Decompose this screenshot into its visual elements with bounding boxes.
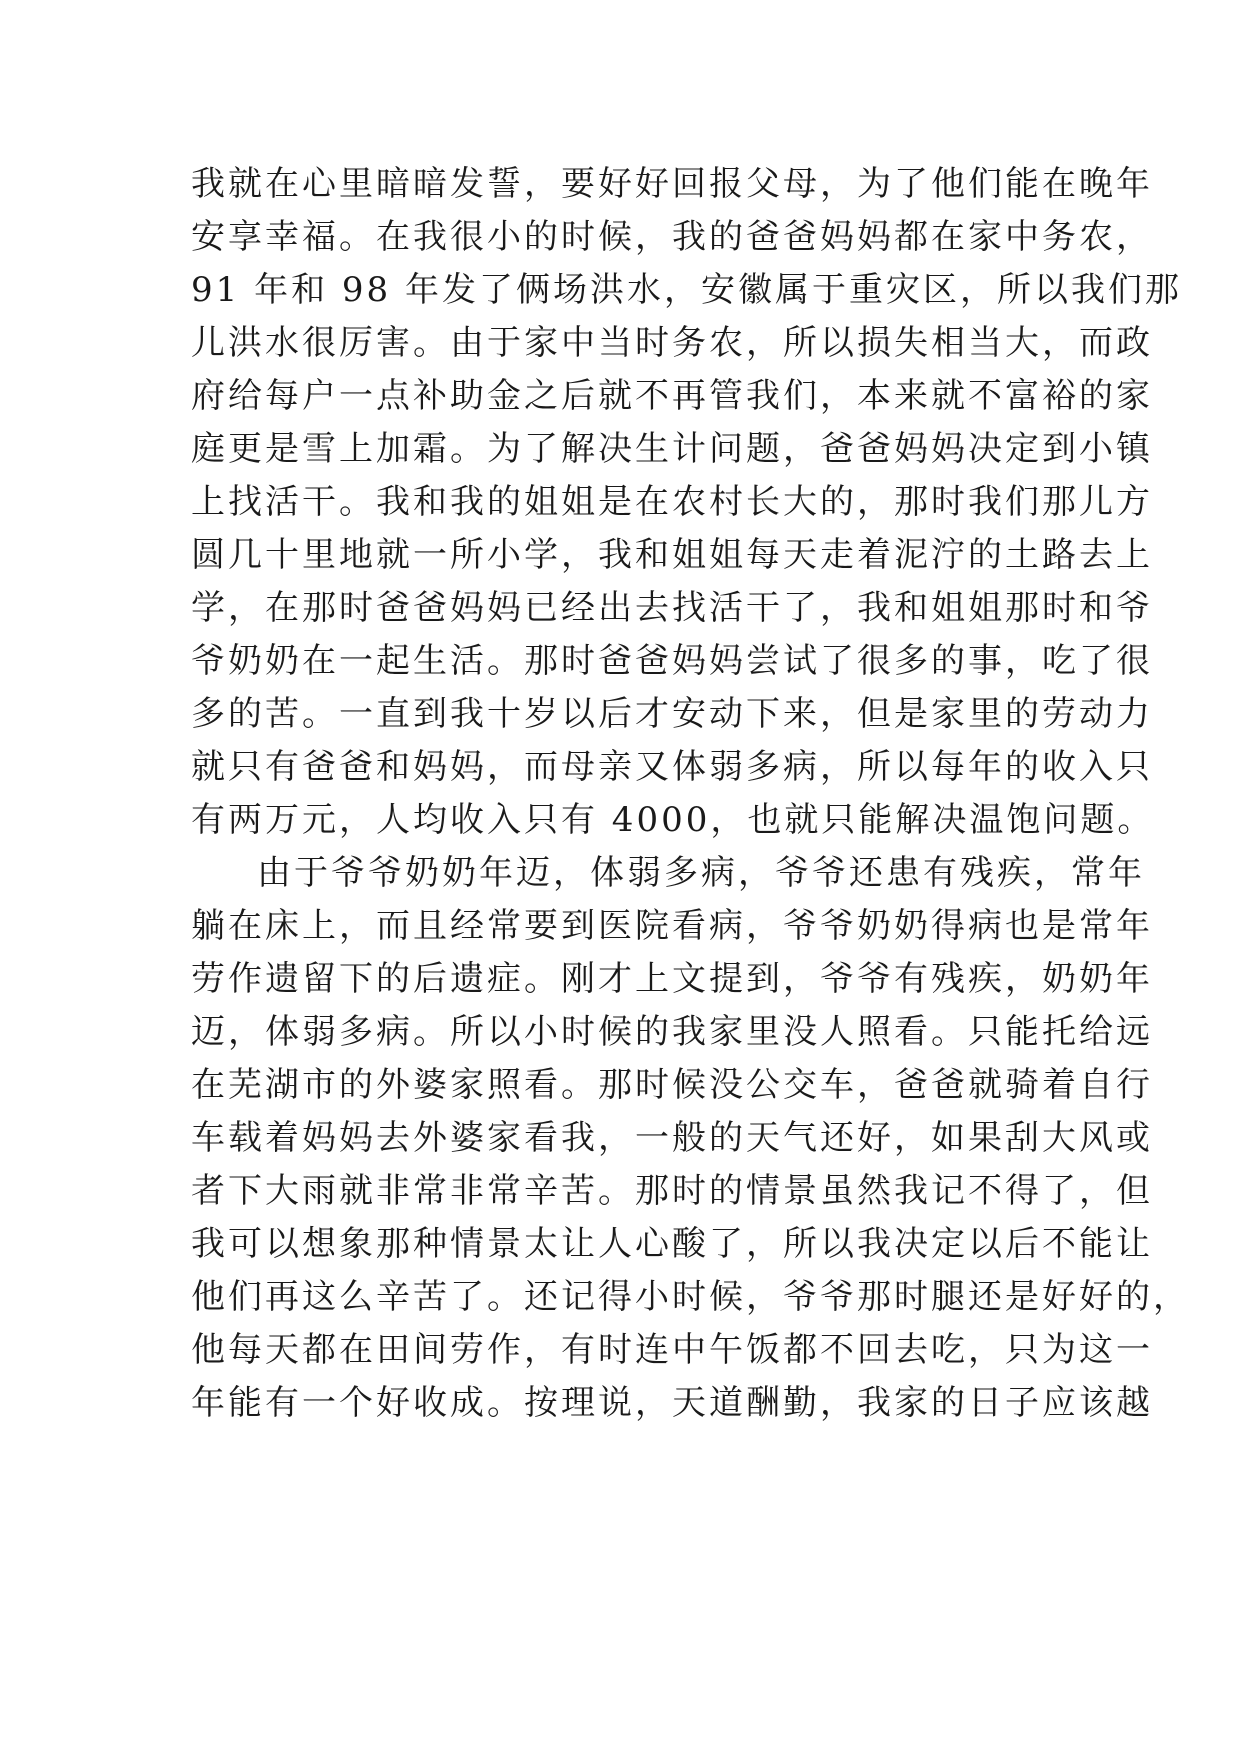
text-line: 年能有一个好收成。按理说，天道酬勤，我家的日子应该越	[191, 1383, 1153, 1423]
text-line: 他们再这么辛苦了。还记得小时候，爷爷那时腿还是好好的，	[191, 1277, 1190, 1317]
text-line: 学，在那时爸爸妈妈已经出去找活干了，我和姐姐那时和爷	[191, 588, 1153, 628]
text-line: 躺在床上，而且经常要到医院看病，爷爷奶奶得病也是常年	[191, 906, 1153, 946]
text-line: 91 年和 98 年发了俩场洪水，安徽属于重灾区，所以我们那	[191, 270, 1182, 310]
text-line: 多的苦。一直到我十岁以后才安动下来，但是家里的劳动力	[191, 694, 1153, 734]
text-line: 儿洪水很厉害。由于家中当时务农，所以损失相当大，而政	[191, 323, 1153, 363]
text-line: 爷奶奶在一起生活。那时爸爸妈妈尝试了很多的事，吃了很	[191, 641, 1153, 681]
text-line: 他每天都在田间劳作，有时连中午饭都不回去吃，只为这一	[191, 1330, 1153, 1370]
text-line-indented: 由于爷爷奶奶年迈，体弱多病，爷爷还患有残疾，常年	[257, 853, 1145, 893]
text-line: 上找活干。我和我的姐姐是在农村长大的，那时我们那儿方	[191, 482, 1153, 522]
text-line: 安享幸福。在我很小的时候，我的爸爸妈妈都在家中务农，	[191, 217, 1153, 257]
body-text	[191, 158, 1190, 1430]
text-line: 府给每户一点补助金之后就不再管我们，本来就不富裕的家	[191, 376, 1153, 416]
text-line: 在芜湖市的外婆家照看。那时候没公交车，爸爸就骑着自行	[191, 1065, 1153, 1105]
text-line: 我可以想象那种情景太让人心酸了，所以我决定以后不能让	[191, 1224, 1153, 1264]
text-line: 就只有爸爸和妈妈，而母亲又体弱多病，所以每年的收入只	[191, 747, 1153, 787]
text-line: 车载着妈妈去外婆家看我，一般的天气还好，如果刮大风或	[191, 1118, 1153, 1158]
text-line: 迈，体弱多病。所以小时候的我家里没人照看。只能托给远	[191, 1012, 1153, 1052]
text-line: 者下大雨就非常非常辛苦。那时的情景虽然我记不得了，但	[191, 1171, 1153, 1211]
text-line: 有两万元，人均收入只有 4000，也就只能解决温饱问题。	[191, 800, 1155, 840]
paragraph-1	[191, 158, 1182, 847]
text-line: 圆几十里地就一所小学，我和姐姐每天走着泥泞的土路去上	[191, 535, 1153, 575]
text-line: 庭更是雪上加霜。为了解决生计问题，爸爸妈妈决定到小镇	[191, 429, 1153, 469]
text-line: 我就在心里暗暗发誓，要好好回报父母，为了他们能在晚年	[191, 164, 1153, 204]
paragraph-2	[191, 847, 1190, 1430]
text-line: 劳作遗留下的后遗症。刚才上文提到，爷爷有残疾，奶奶年	[191, 959, 1153, 999]
